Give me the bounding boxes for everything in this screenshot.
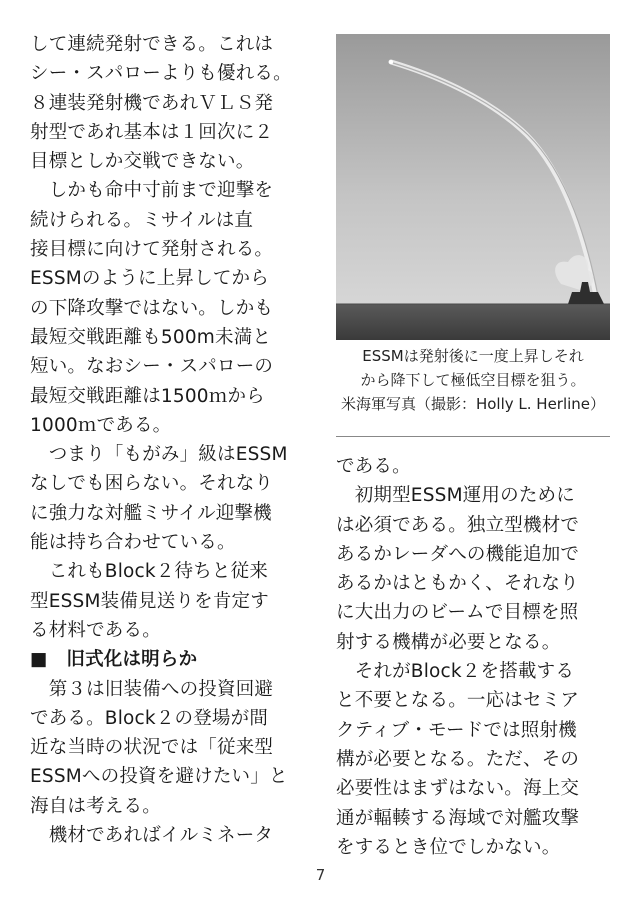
text-line: ８連装発射機であれＶＬＳ発	[30, 92, 274, 114]
right-column	[336, 452, 614, 862]
text-line: 能は持ち合わせている。	[30, 532, 236, 554]
text-line: 海自は考える。	[30, 795, 161, 817]
left-column	[30, 30, 312, 850]
missile	[389, 60, 393, 64]
text-line: 機材であればイルミネータ	[30, 825, 274, 847]
text-line: 射する機構が必要となる。	[336, 631, 561, 653]
text-line: 通が輻輳する海域で対艦攻撃	[336, 807, 580, 829]
photo-caption	[336, 344, 610, 416]
caption-line: 米海軍写真（撮影：Holly L. Herline）	[340, 395, 606, 413]
text-line: 最短交戦距離も500m未満と	[30, 326, 272, 348]
text-line: 続けられる。ミサイルは直	[30, 209, 254, 231]
text-line: 短い。なおシー・スパローの	[30, 356, 274, 378]
text-line: 最短交戦距離は1500ｍから	[30, 385, 265, 407]
caption-line: から降下して極低空目標を狙う。	[360, 371, 586, 389]
text-line: ESSMへの投資を避けたい」と	[30, 766, 288, 788]
text-line: 近な当時の状況では「従来型	[30, 737, 274, 759]
text-line: なしでも困らない。それなり	[30, 473, 274, 495]
text-line: 射型であれ基本は１回次に２	[30, 121, 274, 143]
caption-line: ESSMは発射後に一度上昇しそれ	[362, 347, 584, 365]
text-line: クティブ・モードでは照射機	[336, 719, 577, 741]
text-line: に大出力のビームで目標を照	[336, 602, 579, 624]
text-line: シー・スパローよりも優れる。	[30, 63, 292, 85]
text-line: は必須である。独立型機材で	[336, 514, 580, 536]
text-line: の下降攻撃ではない。しかも	[30, 297, 274, 319]
text-line: 第３は旧装備への投資回避	[30, 678, 274, 700]
text-line: 構が必要となる。ただ、その	[336, 748, 580, 770]
text-line: しかも命中寸前まで迎撃を	[30, 180, 274, 202]
text-line: あるかはともかく、それなり	[336, 573, 579, 595]
missile-launch-photo	[336, 34, 610, 340]
text-line: に強力な対艦ミサイル迎撃機	[30, 502, 272, 524]
section-heading: ■ 旧式化は明らか	[30, 649, 198, 671]
text-line: 目標としか交戦できない。	[30, 151, 255, 173]
text-line: それがBlock２を搭載する	[336, 661, 575, 683]
text-line: ESSMのように上昇してから	[30, 268, 269, 290]
page-number: 7	[315, 866, 326, 884]
text-line: これもBlock２待ちと従来	[30, 561, 269, 583]
text-line: である。Block２の登場が間	[30, 707, 269, 729]
text-line: あるかレーダへの機能追加で	[336, 543, 580, 565]
text-line: 必要性はまずはない。海上交	[336, 778, 580, 800]
text-line: 1000ｍである。	[30, 414, 172, 436]
caption-divider	[336, 436, 610, 437]
sea	[336, 304, 610, 340]
text-line: 接目標に向けて発射される。	[30, 239, 274, 261]
text-line: と不要となる。一応はセミア	[336, 690, 580, 712]
text-line: 型ESSM装備見送りを肯定す	[30, 590, 269, 612]
text-line: して連続発射できる。これは	[30, 34, 274, 55]
text-line: をするとき位でしかない。	[336, 836, 561, 858]
text-line: る材料である。	[30, 619, 161, 641]
text-line: である。	[336, 456, 411, 477]
text-line: 初期型ESSM運用のために	[336, 485, 575, 507]
text-line: つまり「もがみ」級はESSM	[30, 444, 288, 466]
